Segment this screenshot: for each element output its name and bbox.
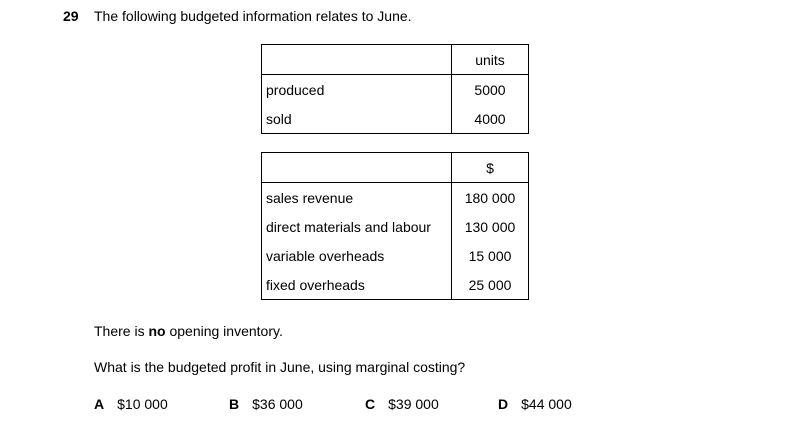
inventory-statement [94,323,283,339]
option-b[interactable] [229,396,303,412]
statement-post: opening inventory. [165,323,283,339]
option-letter: C [365,396,376,412]
header-blank-cell [262,45,452,75]
option-c[interactable] [365,396,439,412]
table-row [262,212,529,241]
option-letter: D [498,396,509,412]
question-number: 29 [63,8,79,24]
row-value: 180 000 [452,183,529,213]
option-letter: A [94,396,105,412]
units-table [261,44,529,134]
question-prompt: What is the budgeted profit in June, using marginal costing? [94,359,466,375]
header-blank-cell [262,153,452,183]
option-a[interactable] [94,396,168,412]
question-text: The following budgeted information relates to June. [94,8,412,24]
row-label: sales revenue [262,183,452,213]
option-text: $10 000 [117,396,168,412]
row-value: 25 000 [452,270,529,300]
costs-table [261,152,529,300]
option-text: $36 000 [252,396,303,412]
dollar-header: $ [452,153,529,183]
row-label: produced [262,75,452,105]
table-row [262,75,529,105]
row-label: direct materials and labour [262,212,452,241]
option-text: $39 000 [388,396,439,412]
row-value: 4000 [452,104,529,134]
table-row [262,241,529,270]
row-value: 5000 [452,75,529,105]
table-row [262,104,529,134]
table-header-row [262,45,529,75]
table-header-row [262,153,529,183]
statement-pre: There is [94,323,149,339]
option-d[interactable] [498,396,572,412]
table-row [262,183,529,213]
units-header: units [452,45,529,75]
table-row [262,270,529,300]
row-value: 130 000 [452,212,529,241]
option-letter: B [229,396,240,412]
row-label: fixed overheads [262,270,452,300]
statement-bold: no [148,323,166,339]
row-label: sold [262,104,452,134]
option-text: $44 000 [521,396,572,412]
row-label: variable overheads [262,241,452,270]
row-value: 15 000 [452,241,529,270]
